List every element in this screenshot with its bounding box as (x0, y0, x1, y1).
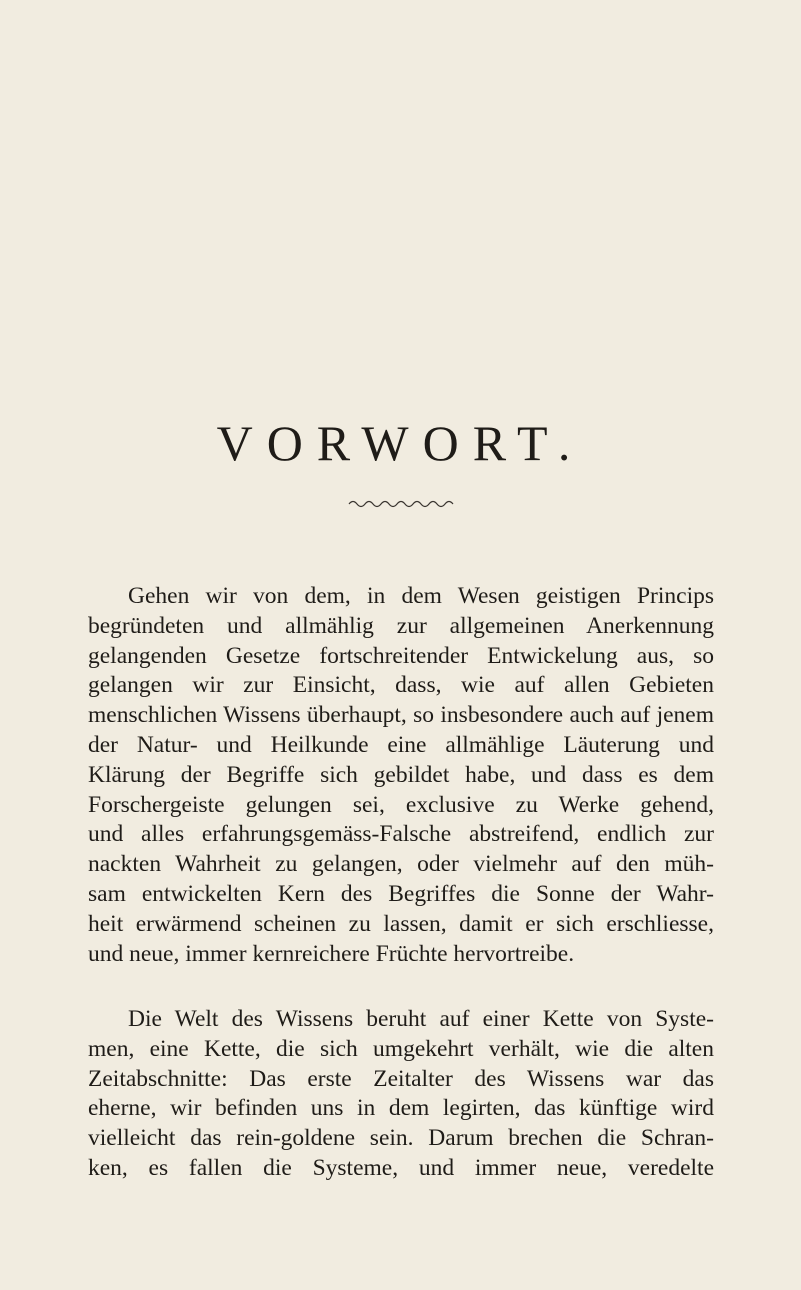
text-line: ken, es fallen die Systeme, und immer neue, veredelte (88, 1154, 714, 1181)
text-line: und alles erfahrungsgemäss-Falsche abstreifend, endlich zur (88, 821, 714, 848)
text-line: gelangen wir zur Einsicht, dass, wie auf allen Gebieten (88, 672, 714, 699)
text-line: menschlichen Wissens überhaupt, so insbesondere auch auf jenem (88, 702, 714, 729)
text-line: heit erwärmend scheinen zu lassen, damit er sich erschliesse, (88, 910, 714, 937)
text-line: men, eine Kette, die sich umgekehrt verhält, wie die alten (88, 1035, 714, 1062)
text-line: nackten Wahrheit zu gelangen, oder vielmehr auf den müh- (88, 851, 714, 878)
text-line: Forschergeiste gelungen sei, exclusive zu Werke gehend, (88, 791, 714, 818)
text-line: Zeitabschnitte: Das erste Zeitalter des Wissens war das (88, 1065, 714, 1092)
text-line: Klärung der Begriffe sich gebildet habe, und dass es dem (88, 761, 714, 788)
text-line: der Natur- und Heilkunde eine allmählige Läuterung und (88, 731, 714, 758)
text-line: Die Welt des Wissens beruht auf einer Kette von Syste- (128, 1006, 714, 1032)
paragraph-1 (88, 582, 714, 969)
text-line: sam entwickelten Kern des Begriffes die Sonne der Wahr- (88, 880, 714, 907)
text-line: vielleicht das rein-goldene sein. Darum brechen die Schran- (88, 1125, 714, 1152)
text-line: begründeten und allmählig zur allgemeinen Anerkennung (88, 612, 714, 639)
paragraph-2 (88, 1005, 714, 1184)
page-title: VORWORT. (216, 414, 585, 471)
text-line: eherne, wir befinden uns in dem legirten, das künftige wird (88, 1095, 714, 1122)
wavy-rule-ornament (347, 498, 455, 508)
text-line: gelangenden Gesetze fortschreitender Entwickelung aus, so (88, 642, 714, 669)
text-line: Gehen wir von dem, in dem Wesen geistigen Princips (128, 583, 714, 609)
text-line: und neue, immer kernreichere Früchte hervortreibe. (88, 940, 575, 967)
